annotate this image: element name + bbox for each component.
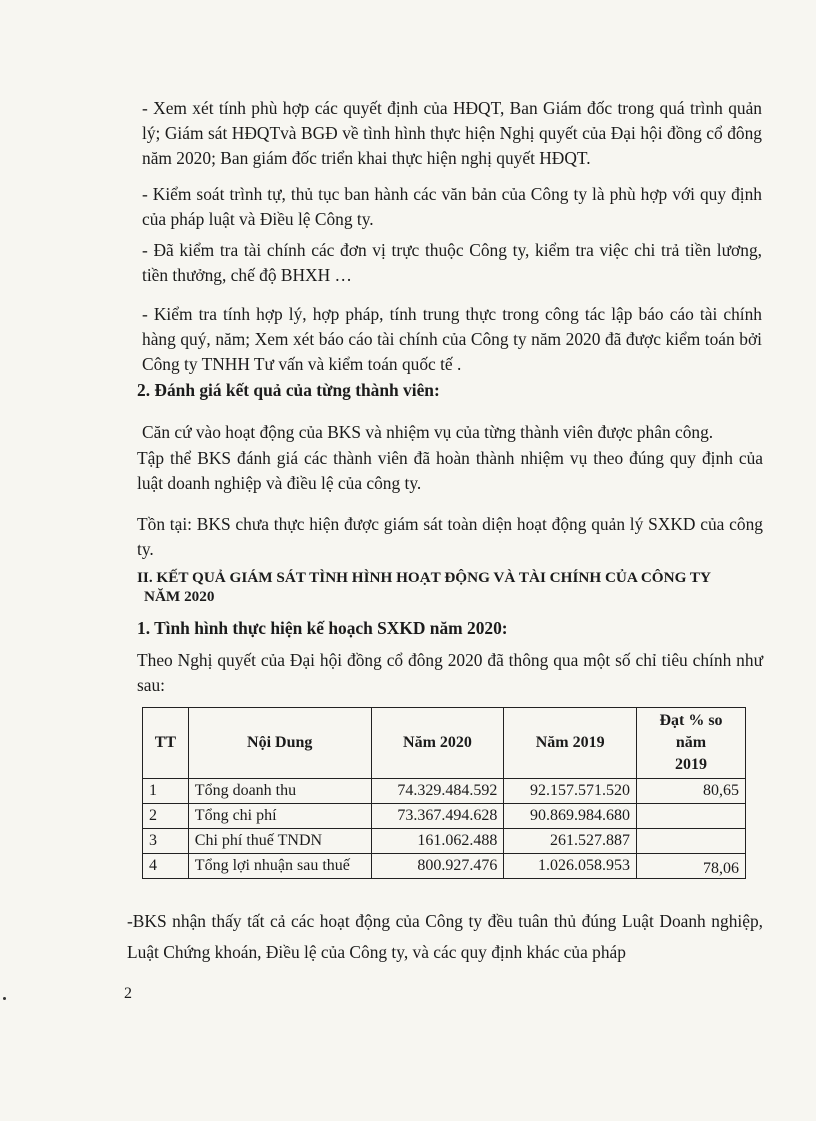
header-year-2019: Năm 2019 — [504, 708, 637, 779]
cell-year-2020: 74.329.484.592 — [371, 779, 504, 804]
heading-plan-implementation: 1. Tình hình thực hiện kế hoạch SXKD năm 2020: — [137, 618, 508, 638]
paragraph-shortcoming: Tồn tại: BKS chưa thực hiện được giám sát toàn diện hoạt động quản lý SXKD của công ty. — [137, 514, 763, 559]
cell-content: Tổng chi phí — [188, 804, 371, 829]
header-percent-line1: Đạt % so năm — [659, 712, 723, 751]
paragraph-basis: Căn cứ vào hoạt động của BKS và nhiệm vụ của từng thành viên được phân công. — [142, 422, 714, 442]
table-row — [143, 829, 746, 854]
cell-percent — [636, 829, 745, 854]
paragraph-review-decisions: - Xem xét tính phù hợp các quyết định của HĐQT, Ban Giám đốc trong quá trình quản lý; Giám sát HĐQTvà BGĐ về tình hình thực hiện Nghị quyết của Đại hội đồng cổ đông năm 2020; Ban giám đốc triển khai thực hiện nghị quyết HĐQT. — [142, 98, 762, 168]
cell-content: Chi phí thuế TNDN — [188, 829, 371, 854]
table-row — [143, 804, 746, 829]
paragraph-targets-intro: Theo Nghị quyết của Đại hội đồng cổ đông 2020 đã thông qua một số chỉ tiêu chính như sau: — [137, 650, 763, 695]
cell-content: Tổng doanh thu — [188, 779, 371, 804]
cell-tt: 2 — [143, 804, 189, 829]
cell-year-2019: 1.026.058.953 — [504, 854, 637, 879]
scan-speck — [3, 997, 6, 1000]
cell-tt: 1 — [143, 779, 189, 804]
cell-percent — [636, 804, 745, 829]
paragraph-control-procedures: - Kiểm soát trình tự, thủ tục ban hành các văn bản của Công ty là phù hợp với quy định của pháp luật và Điều lệ Công ty. — [142, 184, 762, 229]
header-content: Nội Dung — [188, 708, 371, 779]
header-percent — [636, 708, 745, 779]
cell-year-2019: 261.527.887 — [504, 829, 637, 854]
cell-year-2020: 800.927.476 — [371, 854, 504, 879]
cell-percent: 80,65 — [636, 779, 745, 804]
cell-tt: 3 — [143, 829, 189, 854]
paragraph-report-review: - Kiểm tra tính hợp lý, hợp pháp, tính trung thực trong công tác lập báo cáo tài chính hàng quý, năm; Xem xét báo cáo tài chính của Công ty năm 2020 đã được kiểm toán bởi Công ty TNHH Tư vấn và kiểm toán quốc tế . — [142, 304, 762, 374]
table-row — [143, 779, 746, 804]
table-row — [143, 854, 746, 879]
heading-member-evaluation: 2. Đánh giá kết quả của từng thành viên: — [137, 380, 440, 400]
cell-tt: 4 — [143, 854, 189, 879]
cell-percent: 78,06 — [636, 854, 745, 879]
cell-year-2020: 73.367.494.628 — [371, 804, 504, 829]
page-number: 2 — [124, 985, 132, 1002]
paragraph-evaluation: Tập thể BKS đánh giá các thành viên đã hoàn thành nhiệm vụ theo đúng quy định của luật doanh nghiệp và điều lệ của công ty. — [137, 448, 763, 493]
cell-content: Tổng lợi nhuận sau thuế — [188, 854, 371, 879]
section-heading-line2: NĂM 2020 — [144, 588, 215, 605]
financial-results-table — [142, 707, 746, 879]
cell-year-2019: 90.869.984.680 — [504, 804, 637, 829]
paragraph-financial-inspection: - Đã kiểm tra tài chính các đơn vị trực thuộc Công ty, kiểm tra việc chi trả tiền lương, tiền thưởng, chế độ BHXH … — [142, 240, 762, 285]
cell-year-2020: 161.062.488 — [371, 829, 504, 854]
paragraph-compliance: -BKS nhận thấy tất cả các hoạt động của Công ty đều tuân thủ đúng Luật Doanh nghiệp, Luật Chứng khoán, Điều lệ của Công ty, và các quy định khác của pháp — [127, 911, 763, 962]
header-tt: TT — [143, 708, 189, 779]
cell-year-2019: 92.157.571.520 — [504, 779, 637, 804]
header-year-2020: Năm 2020 — [371, 708, 504, 779]
section-heading-line1: II. KẾT QUẢ GIÁM SÁT TÌNH HÌNH HOẠT ĐỘNG VÀ TÀI CHÍNH CỦA CÔNG TY — [137, 569, 712, 586]
header-percent-line2: 2019 — [674, 756, 707, 773]
table-header-row — [143, 708, 746, 779]
